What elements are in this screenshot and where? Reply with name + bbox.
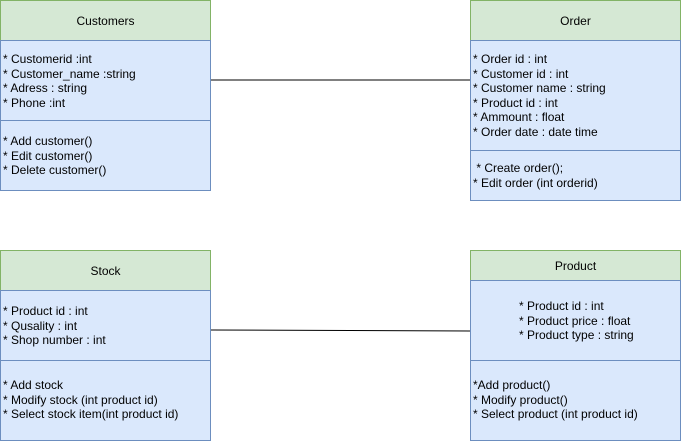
class-order-attributes[interactable] bbox=[470, 40, 681, 151]
method-line: * Delete customer() bbox=[3, 163, 107, 178]
class-product-title: Product bbox=[554, 258, 597, 273]
class-product-header[interactable] bbox=[470, 250, 681, 281]
method-line: * Edit customer() bbox=[3, 148, 93, 163]
attribute-line: * Shop number : int bbox=[3, 333, 106, 348]
class-customers-title: Customers bbox=[76, 13, 135, 28]
attribute-line: * Order id : int bbox=[473, 52, 548, 66]
class-product-methods[interactable] bbox=[470, 360, 681, 441]
method-line: * Modify product() bbox=[473, 392, 568, 407]
attribute-line: * Order date : date time bbox=[473, 124, 598, 139]
method-line: * Create order(); bbox=[473, 161, 564, 175]
attribute-line: * Qusality : int bbox=[3, 318, 78, 333]
connector-stock-product[interactable] bbox=[211, 330, 471, 331]
attribute-line: * Product id : int bbox=[3, 304, 88, 318]
class-order-header[interactable] bbox=[470, 0, 681, 41]
attribute-line: * Phone :int bbox=[3, 95, 66, 110]
class-order-methods[interactable] bbox=[470, 150, 681, 201]
attribute-line: * Product type : string bbox=[519, 328, 634, 343]
class-order-title: Order bbox=[560, 13, 591, 28]
attribute-line: * Customerid :int bbox=[3, 52, 92, 66]
class-stock-header[interactable] bbox=[0, 250, 211, 291]
class-customers-methods[interactable] bbox=[0, 120, 211, 191]
class-customers-attributes[interactable] bbox=[0, 40, 211, 121]
class-stock-title: Stock bbox=[90, 263, 121, 278]
class-stock[interactable] bbox=[0, 250, 211, 441]
attribute-line: * Product price : float bbox=[519, 313, 631, 328]
class-stock-attributes[interactable] bbox=[0, 290, 211, 361]
method-line: * Modify stock (int product id) bbox=[3, 392, 158, 407]
attribute-line: * Product id : int bbox=[519, 299, 604, 313]
method-line: *Add product() bbox=[473, 378, 551, 392]
attribute-line: * Customer_name :string bbox=[3, 66, 136, 81]
method-line: * Select product (int product id) bbox=[473, 407, 638, 422]
method-line: * Select stock item(int product id) bbox=[3, 407, 179, 422]
attribute-line: * Customer id : int bbox=[473, 66, 569, 81]
class-customers[interactable] bbox=[0, 0, 211, 191]
method-line: * Edit order (int orderid) bbox=[473, 175, 598, 190]
class-product-attributes[interactable] bbox=[470, 280, 681, 361]
class-customers-header[interactable] bbox=[0, 0, 211, 41]
method-line: * Add stock bbox=[3, 378, 64, 392]
class-order[interactable] bbox=[470, 0, 681, 201]
method-line: * Add customer() bbox=[3, 134, 93, 148]
attribute-line: * Ammount : float bbox=[473, 110, 565, 125]
class-stock-methods[interactable] bbox=[0, 360, 211, 441]
attribute-line: * Product id : int bbox=[473, 95, 558, 110]
attribute-line: * Adress : string bbox=[3, 81, 88, 96]
class-product[interactable] bbox=[470, 250, 681, 441]
attribute-line: * Customer name : string bbox=[473, 81, 606, 96]
